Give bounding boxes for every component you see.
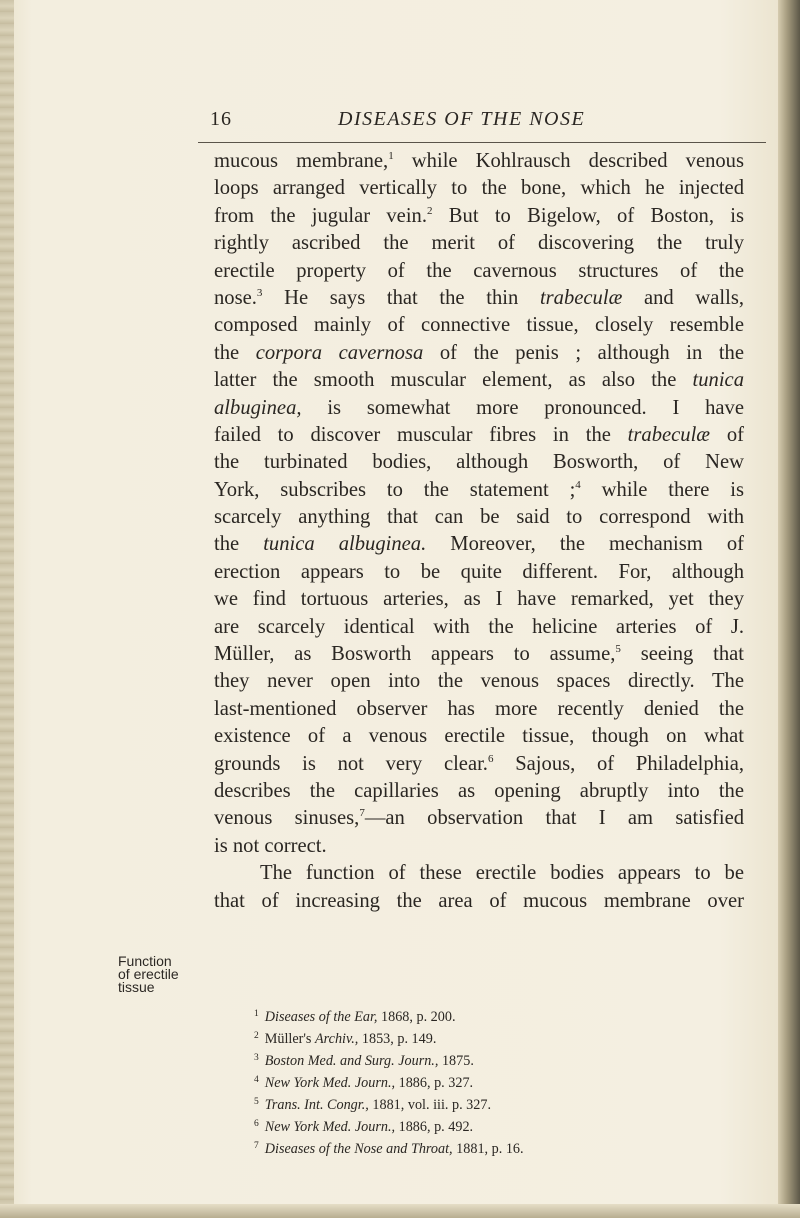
page-edge-left [0,0,14,1218]
footnote-ref: 3 [256,286,263,299]
text-line: grounds is not very clear.$^6$ Sajous, of Philadelphia, [214,752,744,775]
page-number: 16 [210,108,232,130]
text-line: rightly ascribed the merit of discovering the truly [214,232,744,255]
text-line: they never open into the venous spaces directly. The [214,670,744,693]
text-line: mucous membrane,$^1$ while Kohlrausch described venous [214,150,744,172]
footnote-ref: 4 [575,478,581,491]
text-line: nose.$^3$ He says that the thin trabeculæ and walls, [214,286,744,309]
footnote-ref: 6 [487,752,494,765]
text-line: The function of these erectile bodies appears to be [260,862,744,885]
footnote: $^7$ Diseases of the Nose and Throat, 1881, p. 16. [254,1141,524,1157]
text-line: we find tortuous arteries, as I have remarked, yet they [214,588,744,611]
footnote-ref: 7 [359,807,365,820]
footnotes [254,1005,754,1159]
text-line: the corpora cavernosa of the penis ; although in the [214,341,744,364]
footnote-ref: 5 [615,643,621,656]
text-line: erection appears to be quite different. For, although [214,560,744,583]
text-line: York, subscribes to the statement ;$^4$ while there is [214,478,745,501]
text-line: is not correct. [214,834,327,857]
page-edge-right [778,0,800,1218]
text-line: existence of a venous erectile tissue, though on what [214,725,744,748]
text-line: Müller, as Bosworth appears to assume,$^5$ seeing that [214,643,744,666]
footnote: $^1$ Diseases of the Ear, 1868, p. 200. [254,1009,456,1025]
footnote: $^3$ Boston Med. and Surg. Journ., 1875. [254,1053,474,1069]
text-line: last-mentioned observer has more recently denied the [214,697,744,720]
footnote: $^2$ Müller's Archiv., 1853, p. 149. [254,1031,437,1047]
text-line: describes the capillaries as opening abruptly into the [214,779,744,802]
text-line: venous sinuses,$^7$—an observation that I am satisfied [214,807,745,830]
text-line: scarcely anything that can be said to correspond with [214,506,744,529]
header-rule [198,142,766,143]
page-header [210,106,770,136]
sidenote-line: Function [118,953,172,969]
marginal-sidenote [118,955,213,994]
text-line: erectile property of the cavernous structures of the [214,259,744,282]
text-line: are scarcely identical with the helicine arteries of J. [214,615,744,638]
text-line: albuginea, is somewhat more pronounced. I have [214,396,744,419]
text-line: failed to discover muscular fibres in the trabeculæ of [214,423,744,446]
page-edge-bottom [0,1204,800,1218]
text-line: from the jugular vein.$^2$ But to Bigelow, of Boston, is [214,204,744,227]
body-text [214,148,744,915]
text-line: the turbinated bodies, although Bosworth, of New [214,451,744,474]
footnote: $^4$ New York Med. Journ., 1886, p. 327. [254,1075,474,1091]
footnote-ref: 1 [388,150,394,162]
text-line: that of increasing the area of mucous membrane over [214,889,744,912]
footnote: $^6$ New York Med. Journ., 1886, p. 492. [254,1119,474,1135]
sidenote-line: of erectile [118,966,179,982]
footnote-ref: 2 [427,204,433,217]
text-line: loops arranged vertically to the bone, which he injected [214,177,744,200]
text-line: latter the smooth muscular element, as also the tunica [214,369,744,392]
footnote: $^5$ Trans. Int. Congr., 1881, vol. iii. p. 327. [254,1097,492,1113]
running-head: DISEASES OF THE NOSE [338,108,586,130]
text-line: composed mainly of connective tissue, closely resemble [214,314,744,337]
text-line: the tunica albuginea. Moreover, the mechanism of [214,533,745,556]
sidenote-line: tissue [118,979,155,995]
